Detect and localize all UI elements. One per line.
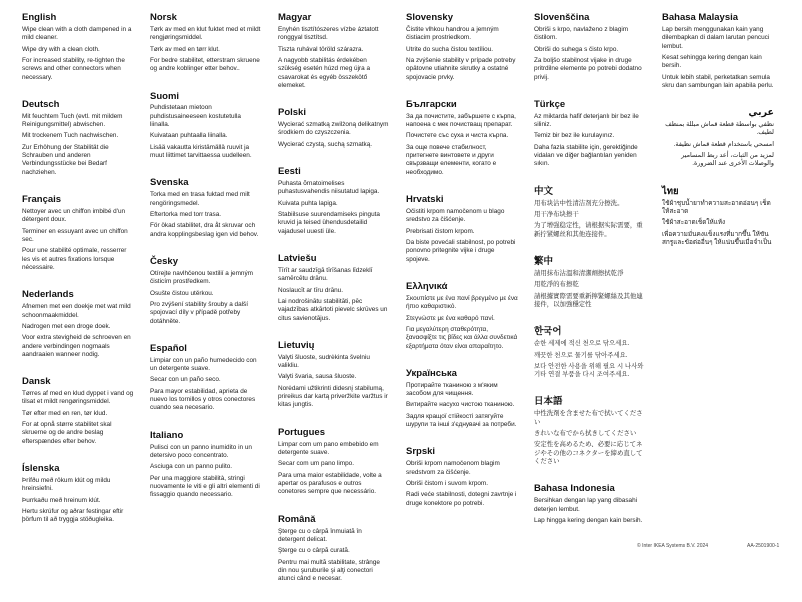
instruction-paragraph: Lap bersih menggunakan kain yang dilembapkan di dalam larutan pencuci lembut. [662,25,770,50]
instruction-paragraph: Utrite do sucha čistou textíliou. [406,45,494,53]
instruction-paragraph: Za boljšo stabilnost vijake in druge pritrdilne elemente po potrebi dodatno privij. [534,56,642,81]
instruction-paragraph: 用乾淨的布擦乾 [534,281,579,289]
language-section [662,13,774,90]
language-section [406,13,518,82]
language-section [278,341,390,410]
instruction-paragraph: Prebrisati čistom krpom. [406,227,475,235]
instruction-paragraph: För ökad stabilitet, dra åt skruvar och andra kopplingsbeslag igen vid behov. [150,222,259,238]
language-heading: Suomi [150,90,180,102]
column-1 [22,13,134,543]
language-section [278,428,390,497]
instruction-paragraph: Mit trockenem Tuch nachwischen. [22,132,119,140]
language-section [662,187,774,248]
instruction-paragraph: Kuivata puhta lapiga. [278,199,338,207]
language-section [534,397,646,466]
language-section [534,100,646,169]
instruction-paragraph: Lai nodrošinātu stabilitāti, pēc vajadzības atkārtoti pievelc skrūves un citus savienotājus. [278,297,388,322]
instruction-paragraph: Hertu skrúfur og aðrar festingar eftir þörfum til að tryggja stöðugleika. [22,508,124,524]
language-heading: عربي [748,107,774,119]
language-section [150,257,262,326]
language-heading: Portugues [278,426,325,438]
instruction-paragraph: 請根據實際需要重新擰緊螺絲及其他連接件，以加強穩定性 [534,292,643,308]
language-heading: Íslenska [22,463,60,475]
language-heading: Hrvatski [406,194,444,206]
language-heading: 繁中 [534,256,554,268]
language-heading: Nederlands [22,289,74,301]
instruction-paragraph: Στεγνώστε με ένα καθαρό πανί. [406,314,495,322]
language-heading: Українська [406,367,457,379]
instruction-paragraph: Tør efter med en ren, tør klud. [22,409,108,417]
language-section [278,254,390,323]
instruction-paragraph: Pulisci con un panno inumidito in un detersivo poco concentrato. [150,443,252,460]
language-heading: Bahasa Indonesia [534,483,615,495]
language-section [22,464,134,525]
instruction-paragraph: За още повече стабилност, притегнете винтовете и други свързващи елементи, когато е необходимо. [406,143,497,176]
instruction-paragraph: Obriši s krpo, navlaženo z blagim čistilom. [534,25,629,42]
language-section [406,195,518,264]
instruction-paragraph: 安定性を高めるため、必要に応じてネジやその他のコネクターを締め直してください [534,441,643,466]
language-section [22,195,134,272]
instruction-paragraph: Kesat sehingga kering dengan kain bersih. [662,53,762,70]
instruction-paragraph: Nettoyer avec un chiffon imbibé d'un détergent doux. [22,208,126,224]
language-section [534,257,646,309]
instruction-paragraph: Bersihkan dengan lap yang dibasahi deterjen lembut. [534,497,638,513]
instruction-paragraph: Enyhén tisztítószeres vízbe áztatott ronggyal tisztítsd. [278,25,379,42]
language-heading: 中文 [534,185,554,197]
instruction-paragraph: Şterge cu o cârpă înmuiată în detergent delicat. [278,527,362,543]
instruction-paragraph: きれいな布でから拭きしてください [534,430,637,438]
instruction-paragraph: Da biste povećali stabilnost, po potrebi ponovno pritegnite vijke i druge spojeve. [406,239,516,263]
instruction-paragraph: 순한 세제에 적신 천으로 닦으세요. [534,340,630,348]
instruction-paragraph: Lap hingga kering dengan kain bersih. [534,516,643,524]
instruction-paragraph: Eftertorka med torr trasa. [150,211,222,219]
language-section [22,100,134,177]
instruction-paragraph: Wipe dry with a clean cloth. [22,45,100,53]
language-heading: Български [406,98,457,110]
instruction-paragraph: Þurrkaðu með hreinum klút. [22,496,101,504]
instruction-paragraph: Voor extra stevigheid de schroeven en andere verbindingen nogmaals aandraaien wanneer nodig. [22,334,131,358]
language-section [534,187,646,239]
instruction-paragraph: Torka med en trasa fuktad med milt rengöringsmedel. [150,191,250,207]
language-heading: Deutsch [22,98,60,110]
instruction-paragraph: Valyti šluoste, sudrėkinta švelniu valikliu. [278,353,370,370]
language-section [278,167,390,236]
instruction-paragraph: Pour une stabilité optimale, resserrer les vis et autres fixations lorsque nécessaire. [22,247,127,271]
instruction-paragraph: За да почистите, забършете с кърпа, напоена с мек почистващ препарат. [406,112,516,129]
language-section [406,282,518,351]
instruction-paragraph: Pro zvýšení stability šrouby a další spojovací díly v případě potřeby dotáhněte. [150,300,249,325]
language-heading: Polski [278,107,306,119]
instruction-paragraph: Para mayor estabilidad, aprieta de nuevo los tornillos y otros conectores cuando sea necesario. [150,387,256,412]
language-heading: Italiano [150,429,184,441]
language-heading: Lietuvių [278,339,315,351]
instruction-paragraph: Radi veće stabilnosti, dotegni zavrtnje i druge konektore po potrebi. [406,491,517,507]
language-section [534,13,646,82]
language-heading: Slovensky [406,12,453,23]
instruction-paragraph: Stabiilsuse suurendamiseks pinguta kruvid ja teised ühendusdetailid vajadusel uuesti üle. [278,211,380,235]
language-heading: Eesti [278,166,301,178]
language-section [534,484,646,525]
language-heading: Français [22,194,62,206]
instruction-paragraph: Terminer en essuyant avec un chiffon sec. [22,227,128,244]
instruction-paragraph: ใช้ผ้าชุบน้ำยาทำความสะอาดอ่อนๆ เช็ดให้สะอาด [662,199,771,216]
language-heading: Svenska [150,177,189,189]
instruction-paragraph: Valyti švaria, sausa šluoste. [278,373,357,381]
instruction-paragraph: Задля кращої стійкості затягуйте шурупи та інші з'єднувачі за потреби. [406,412,517,429]
instruction-paragraph: Wycierać czystą, suchą szmatką. [278,140,373,148]
footer-document-code: AA-2501900-1 [747,543,780,549]
language-section [150,344,262,413]
language-heading: ไทย [662,185,679,197]
instruction-paragraph: Витирайте насухо чистою тканиною. [406,401,515,409]
instruction-paragraph: Tørk av med en tørr klut. [150,45,220,53]
instruction-paragraph: Očistiti krpom namočenom u blago sredstvo za čišćenje. [406,208,505,224]
footer-copyright: © Inter IKEA Systems B.V. 2024 [637,543,709,549]
instruction-paragraph: Tørk av med en klut fuktet med et mildt rengjøringsmiddel. [150,25,261,42]
language-heading: Norsk [150,12,177,23]
instruction-paragraph: 用布块沾中性清洁剂充分擦洗。 [534,199,624,207]
instruction-paragraph: لمزيد من الثبات، أعد ربط المسامير والوصلات الأخرى عند الضرورة. [681,152,774,168]
language-heading: Bahasa Malaysia [662,12,739,23]
language-section [150,92,262,161]
instruction-paragraph: เพื่อความมั่นคงแข็งแรงที่มากขึ้น ให้ขันสกรูและข้อต่ออื่นๆ ให้แน่นขึ้นเมื่อจำเป็น [662,230,772,247]
language-heading: Česky [150,256,178,268]
instruction-paragraph: Kuivataan puhtaalla liinalla. [150,132,228,140]
instruction-paragraph: Para uma maior estabilidade, volte a apertar os parafusos e outros conetores sempre que necessário. [278,471,382,496]
instruction-paragraph: Nadrogen met een droge doek. [22,322,111,330]
language-section [278,515,390,584]
instruction-paragraph: Puhdistetaan mietoon puhdistusaineeseen kostutetulla liinalla. [150,104,241,129]
language-section [150,431,262,500]
instruction-paragraph: ใช้ผ้าสะอาดเช็ดให้แห้ง [662,219,726,227]
language-heading: Türkçe [534,98,566,110]
column-2 [150,13,262,518]
language-section [534,327,646,379]
instruction-paragraph: Mit feuchtem Tuch (evtl. mit mildem Reinigungsmittel) abwischen. [22,112,123,129]
instruction-paragraph: Otírejte navlhčenou textilií a jemným čisticím prostředkem. [150,269,254,286]
language-section [22,290,134,359]
instruction-paragraph: A nagyobb stabilitás érdekében szükség esetén húzd meg újra a csavarokat és egyéb összekötő elemeket. [278,56,371,89]
language-heading: Română [278,513,316,525]
instruction-paragraph: Norėdami užtikrinti didesnį stabilumą, prireikus dar kartą priveržkite varžtus ir kitas jungtis. [278,384,388,409]
instruction-paragraph: Noslaucīt ar tīru drānu. [278,286,344,294]
instruction-paragraph: Asciuga con un panno pulito. [150,463,233,471]
language-heading: Slovenščina [534,12,590,23]
instruction-paragraph: Čistite vlhkou handrou a jemným čistiacim prostriedkom. [406,25,499,42]
language-section [278,108,390,149]
language-section [662,108,774,169]
column-6 [662,13,774,265]
instruction-paragraph: نظفي بواسطة قطعة قماش مبللة بمنظف لطيف. [665,121,774,137]
instruction-paragraph: 用干净布块擦干 [534,211,579,219]
language-section [278,13,390,90]
instruction-paragraph: Þrífðu með rökum klút og mildu hreinsiefni. [22,477,111,493]
language-heading: 한국어 [534,326,562,338]
instruction-paragraph: Az miktarda hafif deterjanlı bir bez ile siliniz. [534,112,639,129]
language-section [406,100,518,177]
instruction-paragraph: Afnemen met een doekje met wat mild schoonmaakmiddel. [22,303,131,319]
instruction-paragraph: Na zvýšenie stability v prípade potreby opätovne utiahnite skrutky a ostatné spojovacie prvky. [406,56,516,81]
language-section [150,13,262,74]
instruction-paragraph: Почистете със суха и чиста кърпа. [406,132,509,140]
language-heading: 日本語 [534,396,563,408]
instruction-paragraph: Tørres af med en klud dyppet i vand og tilsat et mildt rengøringsmiddel. [22,390,134,406]
language-heading: English [22,12,57,23]
instruction-paragraph: Tiszta ruhával töröld szárazra. [278,45,364,53]
instruction-paragraph: 請用抹布沾溫和清潔劑擦拭乾淨 [534,269,624,277]
instruction-paragraph: Zur Erhöhung der Stabilität die Schrauben und anderen Verbindungsstücke bei Bedarf nachziehen. [22,143,109,176]
instruction-paragraph: Osušte čistou utěrkou. [150,289,214,297]
column-3 [278,13,390,602]
instruction-paragraph: 보다 안전한 사용을 위해 필요 시 나사와 기타 연결 부품을 다시 조여주세요. [534,362,644,379]
instruction-paragraph: Wipe clean with a cloth dampened in a mild cleaner. [22,25,132,42]
instruction-paragraph: امسحي باستخدام قطعة قماش نظيفة. [673,140,774,148]
instruction-paragraph: For increased stability, re-tighten the screws and other connectors when necessary. [22,56,125,81]
instruction-paragraph: Obriši do suhega s čisto krpo. [534,45,619,53]
instruction-paragraph: 为了增强稳定性，请根据实际需要，重新拧紧螺丝和其他连接件。 [534,222,643,238]
instruction-paragraph: For at opnå større stabilitet skal skruerne og de andre beslag efterspændes efter behov. [22,421,112,445]
language-heading: Srpski [406,446,436,458]
language-section [22,377,134,446]
language-heading: Dansk [22,376,51,388]
columns [22,13,774,602]
instruction-paragraph: Протирайте тканиною з м'яким засобом для чищення. [406,381,498,398]
instruction-paragraph: Daha fazla stabilite için, gerektiğinde vidaları ve diğer bağlantıları yeniden sıkın. [534,143,638,168]
language-heading: Latviešu [278,253,317,265]
instruction-paragraph: Limpar com um pano embebido em detergente suave. [278,440,379,457]
instruction-paragraph: Obriši čistom i suvom krpom. [406,480,489,488]
language-heading: Magyar [278,12,312,23]
instruction-paragraph: Şterge cu o cârpă curată. [278,547,350,555]
instruction-paragraph: Limpiar con un paño humedecido con un detergente suave. [150,356,257,373]
instruction-paragraph: Lisää vakautta kiristämällä ruuvit ja muut liittimet tarvittaessa uudelleen. [150,143,252,160]
instruction-paragraph: Obriši krpom namočenom blagim sredstvom za čišćenje. [406,460,500,476]
instruction-paragraph: Per una maggiore stabilità, stringi nuovamente le viti e gli altri elementi di fissaggio quando necessario. [150,474,260,499]
instruction-paragraph: For bedre stabilitet, etterstram skruene og andre koblinger etter behov.. [150,56,260,73]
instruction-paragraph: Puhasta õrnatoimelises puhastusvahendis niisutatud lapiga. [278,180,380,196]
instruction-paragraph: Wycierać szmatką zwilżoną delikatnym środkiem do czyszczenia. [278,121,389,137]
language-section [150,178,262,239]
instruction-paragraph: Untuk lebih stabil, perketatkan semula skru dan sambungan lain apabila perlu. [662,73,774,89]
language-heading: Ελληνικά [406,281,448,292]
instruction-paragraph: Pentru mai multă stabilitate, strânge din nou şuruburile şi alţi conectori atunci când e necesar. [278,558,380,583]
instruction-paragraph: Για μεγαλύτερη σταθερότητα, ξανασφίξτε τις βίδες και άλλα συνδετικά εξαρτήματα όταν είναι απαραίτητο. [406,325,518,350]
instruction-paragraph: Σκουπίστε με ένα πανί βρεγμένο με ένα ήπιο καθαριστικό. [406,294,518,311]
column-5 [534,13,646,543]
instruction-paragraph: Secar com um pano limpo. [278,460,355,468]
language-heading: Español [150,342,187,354]
instruction-paragraph: Tīrīt ar saudzīgā tīrīšanas līdzeklī samērcētu drānu. [278,266,373,283]
instruction-paragraph: Secar con un paño seco. [150,376,221,384]
instruction-paragraph: Temiz bir bez ile kurulayınız. [534,132,615,140]
column-4 [406,13,518,526]
instruction-paragraph: 中性洗剤を含ませた布で拭いてください [534,410,643,426]
language-section [22,13,134,82]
instruction-paragraph: 깨끗한 천으로 물기를 닦아주세요. [534,351,628,359]
language-section [406,369,518,430]
language-section [406,447,518,508]
